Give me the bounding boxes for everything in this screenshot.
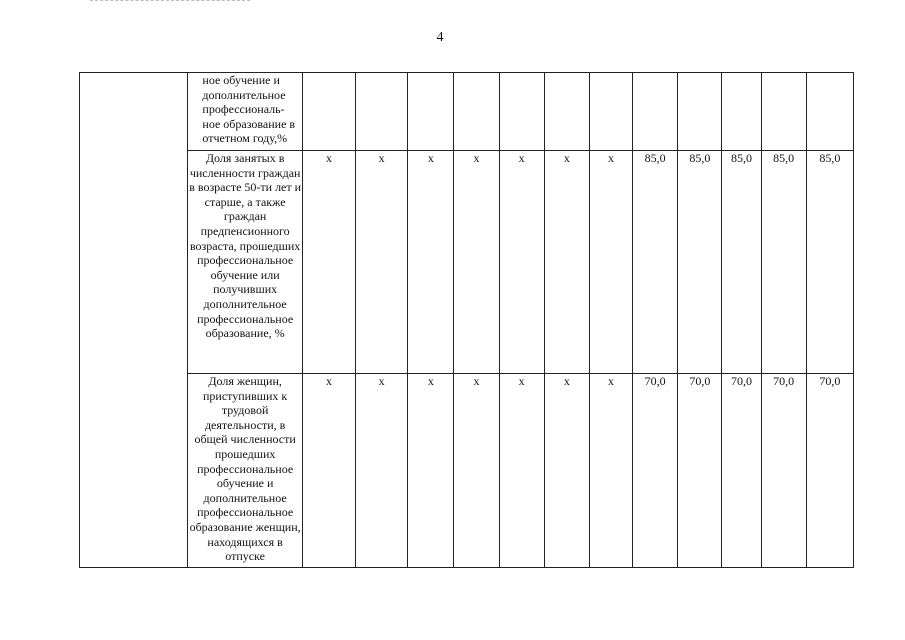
- value-cell: [806, 73, 853, 151]
- page-number: 4: [436, 30, 444, 45]
- value-cell: x: [454, 374, 499, 568]
- value-cell: x: [408, 374, 454, 568]
- value-cell: 85,0: [678, 151, 722, 374]
- table-row: [80, 73, 854, 151]
- value-cell: [678, 73, 722, 151]
- indicator-cell: Доля женщин, приступивших к трудовой деятельности, в общей численности прошедших профессиональное обучение и дополнительное профессиональное образование женщин, находящихся в отпуске: [188, 374, 302, 568]
- value-cell: [356, 73, 408, 151]
- value-cell: 70,0: [761, 374, 806, 568]
- merged-blank-cell: [80, 73, 188, 568]
- value-cell: [499, 73, 544, 151]
- value-cell: x: [356, 374, 408, 568]
- value-cell: 85,0: [806, 151, 853, 374]
- value-cell: x: [356, 151, 408, 374]
- value-cell: 70,0: [678, 374, 722, 568]
- value-cell: x: [589, 151, 632, 374]
- value-cell: 70,0: [722, 374, 761, 568]
- indicator-cell: ное обучение и дополнительное профессиональ- ное образование в отчетном году,%: [188, 73, 302, 151]
- value-cell: x: [454, 151, 499, 374]
- value-cell: x: [499, 374, 544, 568]
- value-cell: x: [544, 374, 589, 568]
- value-cell: [722, 73, 761, 151]
- scan-artifact: [90, 0, 250, 5]
- value-cell: [408, 73, 454, 151]
- value-cell: x: [544, 151, 589, 374]
- indicator-cell: Доля занятых в численности граждан в возрасте 50-ти лет и старше, а также граждан предпенсионного возраста, прошедших профессиональное обучение или получивших дополнительное профессиональное образование, %: [188, 151, 302, 374]
- value-cell: [544, 73, 589, 151]
- value-cell: 70,0: [806, 374, 853, 568]
- table-row: [80, 151, 854, 374]
- value-cell: 70,0: [633, 374, 678, 568]
- value-cell: 85,0: [761, 151, 806, 374]
- value-cell: [633, 73, 678, 151]
- value-cell: 85,0: [633, 151, 678, 374]
- value-cell: x: [302, 374, 355, 568]
- value-cell: [589, 73, 632, 151]
- value-cell: [454, 73, 499, 151]
- table-row: [80, 374, 854, 568]
- value-cell: 85,0: [722, 151, 761, 374]
- value-cell: [761, 73, 806, 151]
- value-cell: x: [408, 151, 454, 374]
- value-cell: x: [589, 374, 632, 568]
- indicators-table: [79, 72, 854, 568]
- value-cell: x: [499, 151, 544, 374]
- value-cell: [302, 73, 355, 151]
- value-cell: x: [302, 151, 355, 374]
